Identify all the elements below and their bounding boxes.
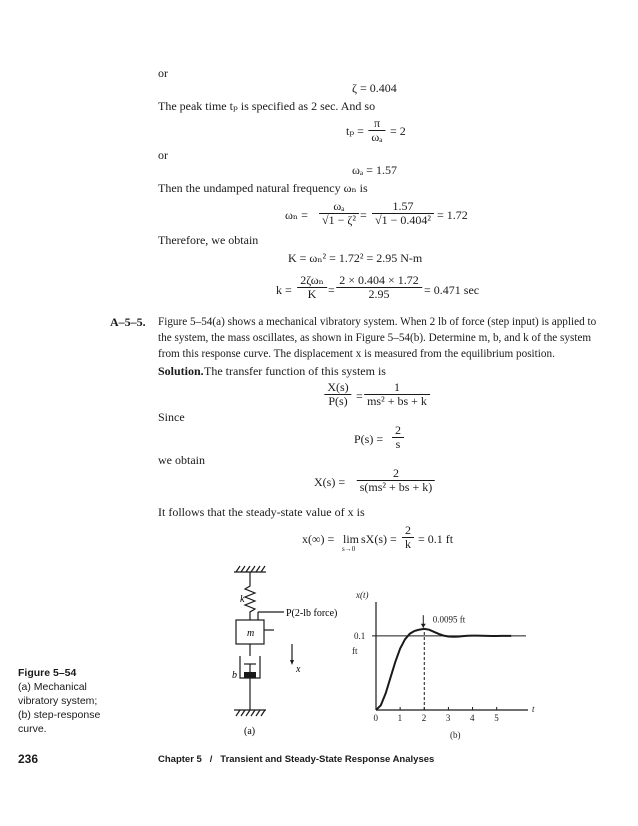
spring-icon (245, 572, 255, 620)
since-text: Since (158, 410, 185, 424)
k-lhs: k = (276, 283, 292, 297)
K-equation: K = ωₙ² = 1.72² = 2.95 N-m (288, 251, 423, 265)
we-obtain-text: we obtain (158, 453, 205, 467)
tp-lhs: tₚ = (346, 124, 364, 138)
undamped-text: Then the undamped natural frequency ωₙ is (158, 181, 368, 195)
problem-line-1: Figure 5–54(a) shows a mechanical vibratory system. When 2 lb of force (step input) is applied to (158, 316, 597, 328)
problem-line-3: from this response curve. The displacement x is measured from the equilibrium position. (158, 348, 555, 360)
xs-lhs: X(s) = (314, 475, 346, 489)
x-axis-label: t (532, 704, 535, 714)
overshoot-arrowhead (421, 624, 426, 628)
y-tick-label: 0.1 (354, 630, 366, 641)
problem-line-2: the system, the mass oscillates, as shown in Figure 5–54(b). Determine m, b, and k of the system (158, 332, 592, 344)
overshoot-annotation: 0.0095 ft (432, 614, 466, 625)
label-k: k (240, 594, 245, 605)
label-m: m (247, 628, 255, 639)
ps-fraction (392, 424, 404, 451)
y-unit-label: ft (352, 645, 358, 656)
ceiling-hatch (236, 566, 265, 572)
mechanical-system-diagram (210, 560, 338, 740)
tf-rden: ms² + bs + k (367, 394, 427, 408)
tf-den: P(s) (328, 394, 348, 408)
text-or-2: or (158, 148, 168, 162)
wn-rhs: = 1.72 (437, 208, 468, 222)
x-tick-label: 5 (494, 713, 499, 723)
y-axis-label: x(t) (356, 590, 369, 600)
wn-fraction-2 (372, 200, 434, 227)
solution-text: The transfer function of this system is (204, 364, 386, 378)
zeta-equation: ζ = 0.404 (352, 81, 397, 95)
step-response-chart (340, 590, 540, 740)
x-tick-label: 0 (373, 713, 378, 723)
therefore-text: Therefore, we obtain (158, 233, 259, 247)
figure-caption-line-2: vibratory system; (18, 695, 98, 707)
xinf-lhs: x(∞) = (302, 532, 335, 546)
response-curve (376, 629, 511, 710)
chart-sublabel: (b) (450, 730, 461, 740)
solution-label: Solution. (158, 364, 204, 378)
label-b: b (232, 670, 237, 681)
tf-rhs-fraction (364, 381, 430, 408)
running-footer: Chapter 5 / Transient and Steady-State Response Analyses (158, 754, 435, 765)
k-fraction-1 (297, 274, 327, 301)
xs-num: 2 (393, 466, 399, 480)
wn-equals: = (360, 208, 367, 222)
xinf-den: k (405, 537, 411, 551)
label-x: x (296, 664, 301, 675)
problem-label: A–5–5. (110, 315, 146, 329)
ps-lhs: P(s) = (354, 432, 384, 446)
label-force: P(2-lb force) (286, 608, 338, 619)
x-tick-label: 2 (421, 713, 427, 723)
figure-caption-line-1: (a) Mechanical (18, 681, 87, 693)
tf-lhs-fraction (324, 381, 351, 408)
wn-f2-num: 1.57 (392, 199, 414, 213)
k-fraction-2 (336, 274, 422, 301)
tp-den: ωₐ (371, 130, 383, 144)
x-tick-label: 4 (470, 713, 475, 723)
k-rhs: = 0.471 sec (424, 283, 480, 297)
page-number: 236 (18, 752, 39, 766)
figure-caption-title: Figure 5–54 (18, 667, 77, 679)
x-tick-label: 1 (397, 713, 403, 723)
xinf-fraction (402, 524, 414, 551)
floor-hatch (236, 710, 265, 716)
tp-fraction (368, 117, 385, 144)
xinf-mid: sX(s) = (361, 532, 397, 546)
ps-num: 2 (395, 423, 401, 437)
wd-equation: ωₐ = 1.57 (352, 163, 397, 177)
wn-f1-den: √1 − ζ² (322, 213, 356, 227)
peak-time-text: The peak time tₚ is specified as 2 sec. And so (158, 99, 376, 113)
xinf-rhs: = 0.1 ft (418, 532, 454, 546)
k-f1-den: K (307, 287, 317, 301)
tp-num: π (373, 116, 381, 130)
text-or: or (158, 66, 168, 80)
figure-caption-line-3: (b) step-response (18, 709, 101, 721)
figure-caption-line-4: curve. (18, 723, 47, 735)
xs-den: s(ms² + bs + k) (359, 480, 433, 494)
xinf-lim-sub: s→0 (342, 545, 356, 553)
ps-den: s (395, 437, 401, 451)
wn-fraction-1 (319, 200, 359, 227)
steady-state-text: It follows that the steady-state value of x is (158, 505, 365, 519)
k-equals: = (328, 283, 335, 297)
k-f2-den: 2.95 (368, 287, 390, 301)
xinf-num: 2 (405, 523, 411, 537)
label-a: (a) (244, 726, 256, 737)
x-tick-label: 3 (445, 713, 451, 723)
xs-fraction (357, 467, 435, 494)
x-arrowhead (290, 660, 294, 665)
xinf-lim: lim (343, 532, 360, 546)
tf-equals: = (356, 389, 363, 403)
damper-piston (244, 672, 256, 678)
tf-num: X(s) (327, 380, 349, 394)
wn-f1-num: ωₐ (333, 199, 345, 213)
wn-lhs: ωₙ = (285, 208, 308, 222)
wn-f2-den: √1 − 0.404² (375, 213, 431, 227)
tp-rhs: = 2 (390, 124, 406, 138)
k-f1-num: 2ζωₙ (300, 273, 324, 287)
k-f2-num: 2 × 0.404 × 1.72 (339, 273, 419, 287)
tf-rnum: 1 (394, 380, 400, 394)
